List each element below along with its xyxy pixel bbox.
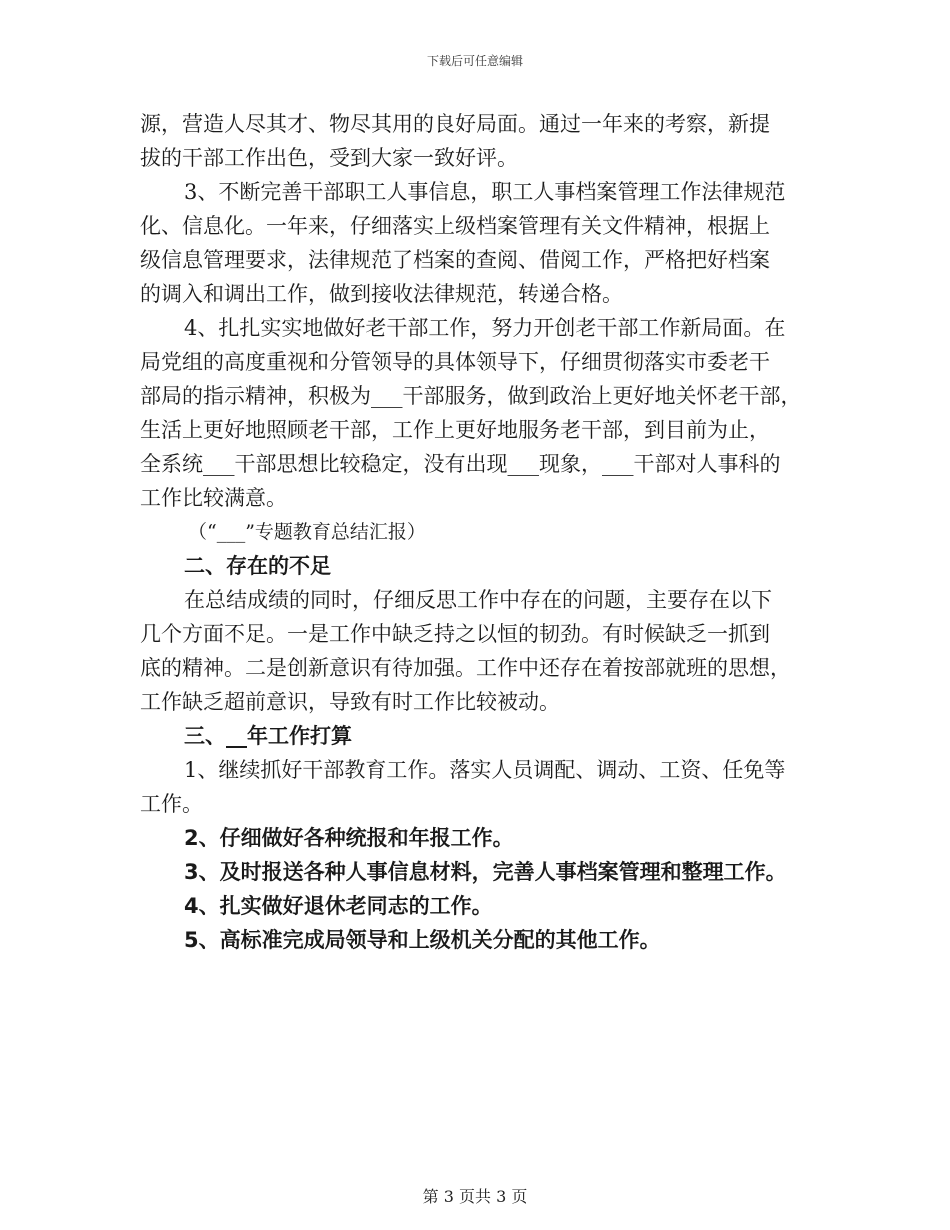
paragraph-line: 3、不断完善干部职工人事信息，职工人事档案管理工作法律规范	[184, 180, 786, 204]
list-item: 5、高标准完成局领导和上级机关分配的其他工作。	[184, 928, 661, 952]
paragraph-line: 生活上更好地照顾老干部，工作上更好地服务老干部，到目前为止，	[140, 418, 770, 442]
paragraph-line: 1、继续抓好干部教育工作。落实人员调配、调动、工资、任免等	[184, 758, 786, 782]
paragraph-line: 底的精神。二是创新意识有待加强。工作中还存在着按部就班的思想，	[140, 656, 791, 680]
page-header: 下载后可任意编辑	[426, 54, 523, 68]
paragraph-line: 4、扎扎实实地做好老干部工作，努力开创老干部工作新局面。在	[184, 316, 786, 340]
paragraph-line: 在总结成绩的同时，仔细反思工作中存在的问题，主要存在以下	[184, 588, 772, 612]
paragraph-line: 源，营造人尽其才、物尽其用的良好局面。通过一年来的考察，新提	[140, 112, 770, 136]
list-item: 4、扎实做好退休老同志的工作。	[184, 894, 493, 918]
caption-note: （“___”专题教育总结汇报）	[188, 521, 426, 543]
paragraph-line: 工作缺乏超前意识，导致有时工作比较被动。	[140, 690, 560, 714]
paragraph-line: 工作比较满意。	[140, 486, 287, 510]
paragraph-line: 的调入和调出工作，做到接收法律规范，转递合格。	[140, 282, 623, 306]
paragraph-line: 全系统___干部思想比较稳定，没有出现___现象，___干部对人事科的	[140, 452, 781, 476]
paragraph-line: 局党组的高度重视和分管领导的具体领导下，仔细贯彻落实市委老干	[140, 350, 770, 374]
section-heading: 二、存在的不足	[184, 554, 331, 578]
paragraph-line: 化、信息化。一年来，仔细落实上级档案管理有关文件精神，根据上	[140, 214, 770, 238]
page-footer: 第 3 页共 3 页	[422, 1187, 528, 1206]
list-item: 3、及时报送各种人事信息材料，完善人事档案管理和整理工作。	[184, 860, 787, 884]
paragraph-line: 部局的指示精神，积极为___干部服务，做到政治上更好地关怀老干部，	[140, 384, 802, 408]
paragraph-line: 级信息管理要求，法律规范了档案的查阅、借阅工作，严格把好档案	[140, 248, 770, 272]
paragraph-line: 拔的干部工作出色，受到大家一致好评。	[140, 146, 518, 170]
paragraph-line: 工作。	[140, 792, 203, 816]
section-heading: 三、__年工作打算	[184, 724, 352, 748]
document-body	[140, 107, 820, 957]
paragraph-line: 几个方面不足。一是工作中缺乏持之以恒的韧劲。有时候缺乏一抓到	[140, 622, 770, 646]
list-item: 2、仔细做好各种统报和年报工作。	[184, 826, 514, 850]
